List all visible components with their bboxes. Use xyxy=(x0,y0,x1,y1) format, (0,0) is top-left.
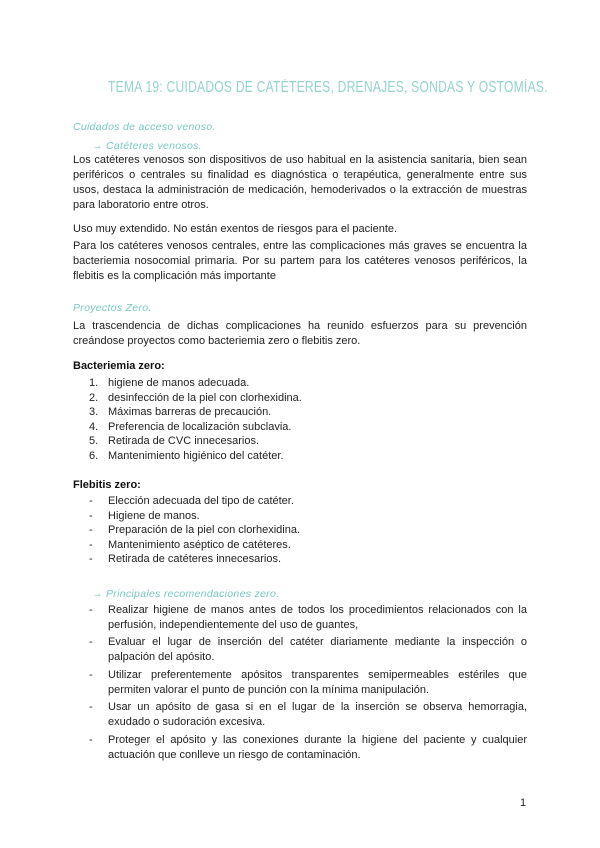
list-item: - Elección adecuada del tipo de catéter. xyxy=(89,495,294,507)
bacteriemia-list xyxy=(89,376,302,464)
arrow-icon: → xyxy=(92,588,103,600)
list-item: - Retirada de catéteres innecesarios. xyxy=(89,553,282,566)
subheading-recomendaciones xyxy=(92,588,279,600)
list-item: 2. desinfección de la piel con clorhexidina. xyxy=(89,391,302,404)
list-item: 5. Retirada de CVC innecesarios. xyxy=(89,435,260,448)
recomendaciones-list xyxy=(89,603,527,765)
list-item: 3. Máximas barreras de precaución. xyxy=(89,406,272,419)
section-heading-acceso-venoso: Cuidados de acceso venoso. xyxy=(73,121,216,133)
list-item: 4. Preferencia de localización subclavia. xyxy=(89,420,292,433)
list-item: - Utilizar preferentemente apósitos transparentes semipermeables estériles que permiten valorar el punto de punción con la mínima manipulación. xyxy=(89,668,527,696)
page-number: 1 xyxy=(520,797,527,809)
arrow-icon: → xyxy=(92,140,103,152)
list-item: - Proteger el apósito y las conexiones durante la higiene del paciente y cualquier actuación que conlleve un riesgo de contaminación. xyxy=(89,733,527,761)
flebitis-list xyxy=(89,494,300,567)
paragraph-trascendencia: La trascendencia de dichas complicaciones ha reunido esfuerzos para su prevención creándose proyectos como bacteriemia zero o flebitis zero. xyxy=(73,320,527,347)
section-heading-proyectos-zero: Proyectos Zero. xyxy=(73,302,152,314)
paragraph-intro: Los catéteres venosos son dispositivos de uso habitual en la asistencia sanitaria, bien sean periféricos o centrales su finalidad es diagnóstica o terapéutica, generalmente entre sus usos, destaca la administración de medicación, hemoderivados o la extracción de muestras para laboratorio entre otros. xyxy=(73,154,527,211)
flebitis-label: Flebitis zero: xyxy=(73,479,141,491)
subheading-cateteres-venosos xyxy=(92,140,202,152)
list-item: - Higiene de manos. xyxy=(89,509,200,522)
subheading-label: Catéteres venosos. xyxy=(106,140,202,152)
subheading-label: Principales recomendaciones zero. xyxy=(106,588,280,600)
list-item: 6. Mantenimiento higiénico del catéter. xyxy=(89,449,284,462)
list-item: - Realizar higiene de manos antes de todos los procedimientos relacionados con la perfusión, independientemente del uso de guantes, xyxy=(89,604,527,631)
list-item: - Evaluar el lugar de inserción del catéter diariamente mediante la inspección o palpación del apósito. xyxy=(89,636,527,664)
list-item: - Mantenimiento aséptico de catéteres. xyxy=(89,538,291,551)
paragraph-complicaciones: Para los catéteres venosos centrales, entre las complicaciones más graves se encuentra la bacteriemia nosocomial primaria. Por su partem para los catéteres venosos periféricos, la flebitis es la complicación más importante xyxy=(73,240,527,282)
paragraph-uso: Uso muy extendido. No están exentos de riesgos para el paciente. xyxy=(73,223,398,235)
list-item: - Preparación de la piel con clorhexidina. xyxy=(89,524,301,537)
page-title: TEMA 19: CUIDADOS DE CATÉTERES, DRENAJES, SONDAS Y OSTOMÍAS. xyxy=(108,79,548,96)
list-item: - Usar un apósito de gasa si en el lugar de la inserción se observa hemorragia, exudado o sudoración excesiva. xyxy=(89,701,527,729)
bacteriemia-label: Bacteriemia zero: xyxy=(73,360,165,372)
list-item: 1. higiene de manos adecuada. xyxy=(89,377,250,389)
